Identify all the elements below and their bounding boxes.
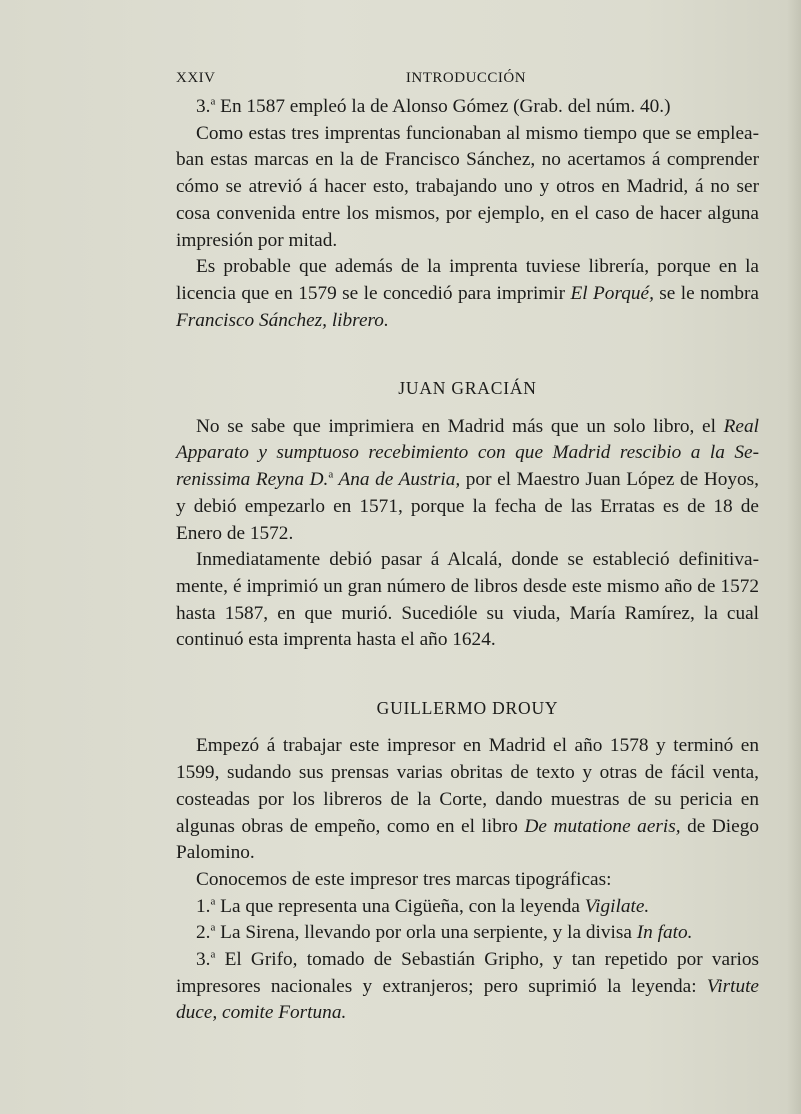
page-edge-shadow: [787, 0, 801, 1114]
paragraph: 3.$^a$ En 1587 empleó la de Alonso Gómez (Grab. del núm. 40.): [196, 95, 671, 117]
paragraph: Es probable que además de la imprenta tuviese librería, porque en la licencia que en 1579 se le concedió para imprimir El Porqué, se le nombra Francisco Sánchez, librero.: [176, 256, 759, 331]
list-item: 3.$^a$ El Grifo, tomado de Sebastián Gripho, y tan repetido por varios impresores nacionales y extranjeros; pero suprimió la leyenda: Virtute duce, comite Fortuna.: [176, 948, 759, 1024]
body-text: [176, 94, 759, 1027]
paragraph: Conocemos de este impresor tres marcas tipográficas:: [196, 868, 612, 890]
paragraph: Como estas tres imprentas funcionaban al mismo tiempo que se empleaban estas marcas en la de Francisco Sánchez, no acertamos á comprender cómo se atrevió á hacer esto, trabajando uno y otros en Madrid, á no ser cosa convenida entre los mismos, por ejemplo, en el caso de hacer alguna impresión por mitad.: [176, 122, 759, 251]
list-item: 2.$^a$ La Sirena, llevando por orla una serpiente, y la divisa In fato.: [196, 921, 693, 944]
section-heading-guillermo-drouy: GUILLERMO DROUY: [376, 697, 559, 718]
list-item: 1.$^a$ La que representa una Cigüeña, con la leyenda Vigilate.: [196, 895, 650, 917]
running-title: INTRODUCCIÓN: [405, 70, 527, 86]
paragraph: Empezó á trabajar este impresor en Madrid el año 1578 y terminó en 1599, sudando sus prensas varias obritas de texto y otras de fácil venta, costeadas por los libreros de la Corte, dando muestras de su pericia en algunas obras de empeño, como en el libro De mutatione aeris, de Diego Palomino.: [176, 735, 759, 864]
page-number: XXIV: [176, 70, 216, 86]
section-heading-juan-gracian: JUAN GRACIÁN: [398, 378, 537, 399]
paragraph: No se sabe que imprimiera en Madrid más que un solo libro, el Real Apparato y sumptuoso recebimiento con que Madrid rescibio a la Serenissima Reyna D.$^a$ Ana de Austria, por el Maestro Juan López de Hoyos, y debió empezarlo en 1571, porque la fecha de las Erratas es de 18 de Enero de 1572.: [176, 415, 759, 544]
running-header: [176, 70, 756, 92]
paragraph: Inmediatamente debió pasar á Alcalá, donde se estableció definitivamente, é imprimió un gran número de libros desde este mismo año de 1572 hasta 1587, en que murió. Sucedióle su viuda, María Ramírez, la cual continuó esta imprenta hasta el año 1624.: [176, 549, 759, 651]
